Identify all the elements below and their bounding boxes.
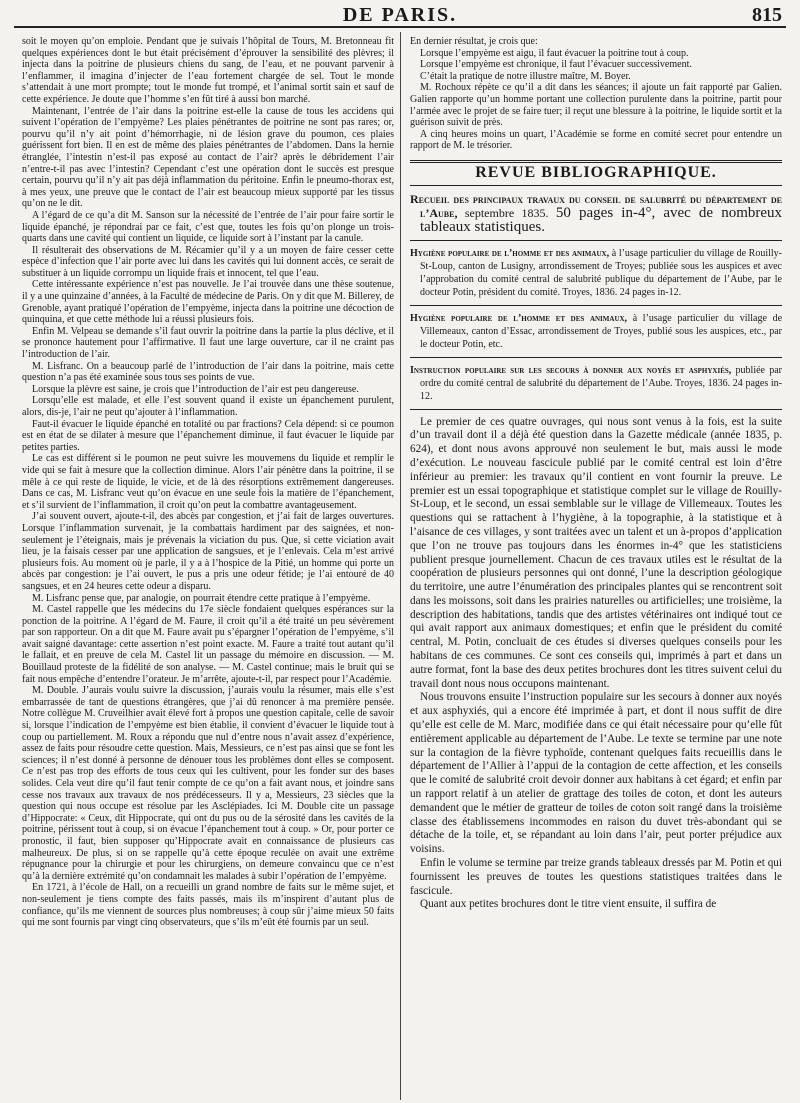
running-title: DE PARIS. [342,4,458,26]
paragraph: M. Lisfranc pense que, par analogie, on pourrait étendre cette pratique à l’empyème. [32,592,371,604]
entry-details: septembre 1835. [464,205,549,220]
left-column [22,36,394,1098]
rule [410,240,782,241]
paragraph: En dernier résultat, je crois que: [410,36,538,47]
entry-details: publiée par ordre du comité central de salubrité du département de l’Aube. Troyes, 1836. 24 pages in-12. [420,364,782,402]
paragraph: M. Rochoux répète ce qu’il a dit dans les séances; il ajoute un fait rapporté par Galien. Galien rapporte qu’un homme portant une collection purulente dans la poitrine, partit pour l’armée avec le projet de se faire tuer; il reçut une blessure à la poitrine, le liquide sortit et la guérison suivit de près. [410,82,782,129]
paragraph: Enfin M. Velpeau se demande s’il faut ouvrir la poitrine dans la partie la plus déclive, et il se prononce hautement pour l’affirmative. Il faut une large ouverture, car il ne craint pas l’introduction de l’air. [22,325,394,361]
entry-title: Recueil des principaux travaux du conseil de salubrité du département de l’Aube, [410,191,782,220]
rule [410,357,782,358]
paragraph: Le cas est différent si le poumon ne peut suivre les mouvemens du liquide et remplir le vide qui se fait à mesure que la collection diminue. Alors l’air pénètre dans la poitrine, il se mêle à ce qui reste de liquide, le vicie, et de là des résorptions extrêmement dangereuses. Dans ce cas, M. Lisfranc veut qu’on évacue en une seule fois la matière de l’épanchement, et s’il survient de l’inflammation, il croit qu’on peut la combattre avantageusement. [22,453,394,511]
section-title: REVUE BIBLIOGRAPHIQUE. [475,163,717,181]
rule [410,185,782,186]
paragraph: J’ai souvent ouvert, ajoute-t-il, des abcès par congestion, et j’ai fait de larges ouvertures. Lorsque l’inflammation survenait, je la combattais hardiment par des saignées, et non-seulement je l’éteignais, mais je prévenais la viciation du pus. Que, si cette viciation avait lieu, je la faisais cesser par une application de sangsues, et je l’enlevais. Cela m’est arrivé plusieurs fois. Au moment où je parle, il y a à l’hospice de la Pitié, un homme qui porte un abcès par congestion: je l’ai ouvert, le pus a pris une odeur fétide; je l’ai entouré de 40 sangsues, et en 24 heures cette odeur a disparu. [22,511,394,592]
paragraph: Nous trouvons ensuite l’instruction populaire sur les secours à donner aux noyés et aux asphyxiés, qui a encore été imprimée à part, et dont il nous suffit de dire qu’elle est celle de M. Marc, modifiée dans ce qui était nécessaire pour qu’elle fût entièrement applicable au département de l’Aube. Le texte se termine par une note sur la contagion de la fièvre typhoïde, contenant quelques faits recueillis dans le département de l’Allier à l’appui de la contagion de cette affection, et les conseils que le comité de salubrité croit devoir donner aux habitans à cet égard; et enfin par un rapport relatif à un atelier de grattage des toiles de coton, et dont les auteurs demandent que le métier de gratteur de toiles de coton soit rangé dans la troisième classe des établissemens incommodes en raison du duvet très-abondant qui se détache de la toile, et, se répandant au loin dans l’air, peut porter préjudice aux voisins. [410,691,782,856]
paragraph: M. Castel rappelle que les médecins du 17e siècle fondaient quelques espérances sur la ponction de la poitrine. A l’égard de M. Faure, il croit qu’il a été traité un peu sévèrement par son rapporteur. On a dit que M. Faure avait pu s’épargner l’opération de l’empyème, s’il avait saigné davantage: cette assertion n’est point exacte. M. Faure a traité tout autant qu’il le fallait, et en preuve de cela M. Castel lit un passage du mémoire en discussion. — M. Bouillaud proteste de la fidélité de son analyse. — M. Castel continue; mais le bruit qui se fait nous empêche d’entendre l’orateur. Je m’arrête, ajoute-t-il, par respect pour l’Académie. [22,604,394,685]
paragraph: Maintenant, l’entrée de l’air dans la poitrine est-elle la cause de tous les accidens qui suivent l’opération de l’empyème? Les plaies pénétrantes de poitrine ne sont pas rares; or, pourvu qu’il n’y ait point d’hémorrhagie, ni de lésion grave du poumon, ces plaies guérissent fort bien. Il en est de même des plaies pénétrantes de l’abdomen. Dans la hernie étranglée, l’intestin n’est-il pas exposé au contact de l’air? après le débridement l’air n’entre-t-il pas avec l’intestin? Cependant c’est une opération dont le succès est presque certain, pourvu qu’il n’y ait pas déjà inflammation du péritoine. Enfin le pneumo-thorax est, à mes yeux, une preuve que le contact de l’air est beaucoup mieux supporté par les tissus qu’on ne le dit. [22,105,394,210]
entry-title: Hygiène populaire de l’homme et des animaux, [410,247,610,259]
paragraph: En 1721, à l’école de Hall, on a recueilli un grand nombre de faits sur le même sujet, et non-seulement je tiens compte des faits passés, mais ils m’inspirent d’autant plus de confiance, qu’ils me viennent de sources plus nombreuses; à coup sûr j’aime mieux 50 faits qui me sont fournis par vingt cinq observateurs, que s’ils m’eût été fournis par un seul. [22,882,394,929]
paragraph: Lorsqu’elle est malade, et elle l’est souvent quand il existe un épanchement purulent, alors, dis-je, l’air ne peut qu’ajouter à l’inflammation. [22,395,394,418]
paragraph: Faut-il évacuer le liquide épanché en totalité ou par fractions? Cela dépend: si ce poumon est en état de se dilater à mesure que l’épanchement diminue, il faut évacuer le liquide par petites parties. [22,418,394,453]
paragraph: soit le moyen qu’on emploie. Pendant que je suivais l’hôpital de Tours, M. Bretonneau fit quelques expériences dont le but était précisément d’éprouver la sensibilité des plèvres; il injecta dans la poitrine de plusieurs chiens du sang, de l’eau, et ne pouvant parvenir à l’enflammer, il imagina d’injecter de l’eau fortement chargée de sel. Tout le monde s’attendait à une mort prompte; tout le monde fut trompé, et l’animal sortit sain et sauf de cette expérience. Je doute que l’homme s’en fût tiré à aussi bon marché. [22,36,394,105]
paragraph: Cette intéressante expérience n’est pas nouvelle. Je l’ai trouvée dans une thèse soutenue, il y a une quinzaine d’années, à la Faculté de médecine de Paris. On y dit que M. Billerey, de Grenoble, ayant pratiqué l’opération de l’empyème, injecta dans la poitrine une décoction de quinquina, et que cette méthode lui a réussi plusieurs fois. [22,279,394,326]
paragraph: Lorsque la plèvre est saine, je crois que l’introduction de l’air est peu dangereuse. [32,383,359,395]
paragraph: Le premier de ces quatre ouvrages, qui nous sont venus à la fois, est la suite d’un travail dont il a déjà été question dans la Gazette médicale (année 1835, p. 624), et dont nous avons approuvé non seulement le but, mais aussi le mode d’exécution. Le nouveau fascicule publié par le comité central est loin d’être inférieur au premier: les travaux qu’il contient en vont fournir la preuve. Le premier est un essai topographique et statistique complet sur le village de Rouilly-St-Loup, et le second, un essai semblable sur le village de Villemeaux. Toutes les questions qui se rattachent à l’hygiène, à la topographie, à la statistique et à l’aisance de ces villages, y sont traitées avec un talent et un à-propos d’application que l’on ne trouve pas toujours dans les énormes in-4° que les statisticiens publient presque journellement. Chacun de ces travaux utiles est le résultat de la coopération de plusieurs personnes qui ont donné, l’une la description géologique du territoire, une autre l’énumération des principales plantes qui se rencontrent soit dans les moissons, soit dans les prairies naturelles ou artificielles; une troisième, la description des habitations, tandis que des artistes vétérinaires ont indiqué tout ce qui avait rapport aux animaux domestiques; et enfin que le président du comité central, M. Potin, concluait de ces études si diverses quelques conseils pour les habitans de ces communes. Ce sont ces conseils qui, imprimés à part et dans un autre format, font la base des deux petites brochures dont les titres suivent celui du travail dont nous nous occupons maintenant. [410,415,782,690]
entry-details: à l’usage particulier du village de Villemeaux, canton d’Essac, arrondissement de Troyes, publié sous les auspices, etc., par le docteur Potin, etc. [420,312,782,350]
paragraph: Quant aux petites brochures dont le titre vient ensuite, il suffira de [420,898,717,911]
rule [410,409,782,410]
paragraph: M. Lisfranc. On a beaucoup parlé de l’introduction de l’air dans la poitrine, mais cette question n’a pas été examinée sous tous ses points de vue. [22,360,394,384]
review-body [410,416,782,913]
bibliography-entry [410,192,782,234]
bibliography-entry [410,247,782,299]
page-number: 815 [752,4,782,26]
bibliography-entry [410,312,782,351]
bibliography-entry [410,364,782,403]
right-column [410,36,782,1098]
paragraph: C’était la pratique de notre illustre maître, M. Boyer. [420,70,631,82]
entry-pages: 50 pages in-4°, avec de nombreux tableaux statistiques. [420,204,782,235]
paragraph: Lorsque l’empyème est chronique, il faut l’évacuer successivement. [420,59,692,71]
entry-details: à l’usage particulier du village de Rouilly-St-Loup, canton de Lusigny, arrondissement de Troyes; publiée sous les auspices et avec l’approbation du comité central de salubrité publique du département de l’Aube, par le docteur Potin, président du comité. Troyes, 1836. 24 pages in-12. [420,247,782,298]
paragraph: Enfin le volume se termine par treize grands tableaux dressés par M. Potin et qui fournissent les preuves de toutes les questions statistiques traitées dans le fascicule. [410,857,782,897]
paragraph: Lorsque l’empyème est aigu, il faut évacuer la poitrine tout à coup. [420,47,689,59]
paragraph: Il résulterait des observations de M. Récamier qu’il y a un moyen de faire cesser cette espèce d’infection que l’air porte avec lui dans les cavités qui lui donnent accès, ce serait de substituer à un liquide corrompu un liquide frais et innocent, tel que l’eau. [22,244,394,279]
section-rule [410,160,782,163]
paragraph: M. Double. J’aurais voulu suivre la discussion, j’aurais voulu la résumer, mais elle s’est embarrassée de tant de questions étrangères, que j’ai dû renoncer à ma première pensée. Notre collègue M. Cruveilhier avait élevé fort à propos une question capitale, celle de savoir si, lorsque l’indication de l’empyème est bien établie, il convient d’évacuer le liquide tout à coup ou partiellement. M. Roux a répondu que nul d’entre nous n’avait assez d’expérience, assez de faits pour résoudre cette question. Mais, Messieurs, ce n’est pas ainsi que se font les sciences; il n’est donné à personne de dénouer tous les problèmes dont elles se composent. Ce n’est pas trop des efforts de tous ceux qui les cultivent, pour les fonder sur des bases solides. Cela veut dire qu’il faut tenir compte de ce qu’on a fait avant nous, et joindre sans cesse nos travaux aux travaux de nos prédécesseurs. Il y a, Messieurs, 23 siècles que la question qui nous occupe est résolue par les Asclépiades. Ici M. Double cite un passage d’Hippocrate: « Ceux, dit Hippocrate, qui ont du pus ou de la sérosité dans les cavités de la poitrine, périssent tout à coup, si on évacue l’épanchement tout à coup. » Or, pour porter ce pronostic, il faut, bien supposer qu’Hippocrate avait en connaissance de plusieurs cas malheureux. De plus, si on se rappelle qu’à cette époque reculée on avait une extrême répugnance pour la chirurgie et pour les chirurgiens, on demeure convaincu que ce n’est qu’à la dernière extrémité qu’on condamnait les malades à subir l’opération de l’empyème. [22,685,394,882]
entry-title: Instruction populaire sur les secours à donner aux noyés et asphyxiés, [410,364,732,376]
paragraph: A l’égard de ce qu’a dit M. Sanson sur la nécessité de l’entrée de l’air pour faire sortir le liquide épanché, je répondrai par ce fait, c’est que, toutes les fois qu’on plonge un trois-quarts dans une cavité qui contient un liquide, ce liquide sort à l’instant par la canule. [22,209,394,245]
paragraph: A cinq heures moins un quart, l’Académie se forme en comité secret pour entendre un rapport de M. le trésorier. [410,128,782,152]
column-divider [400,32,401,1100]
header-rule [14,26,786,28]
rule [410,305,782,306]
entry-title: Hygiène populaire de l’homme et des animaux, [410,312,628,324]
page-header [0,0,800,26]
